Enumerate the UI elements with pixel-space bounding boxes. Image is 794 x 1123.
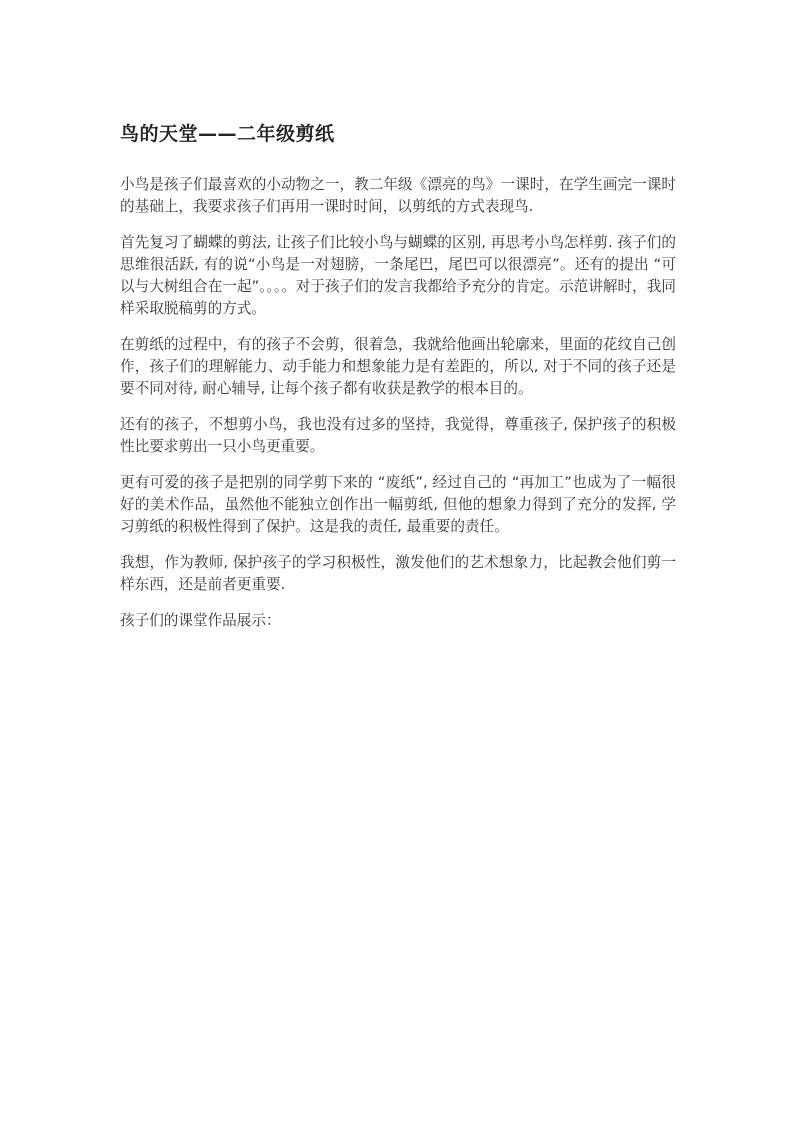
paragraph-waste-paper: 更有可爱的孩子是把别的同学剪下来的 “废纸”, 经过自己的 “再加工”也成为了一幅很好的美术作品，虽然他不能独立创作出一幅剪纸, 但他的想象力得到了充分的发挥, 学习剪纸的积极性得到了保护。这是我的责任, 最重要的责任。: [120, 474, 676, 535]
paragraph-showcase: 孩子们的课堂作品展示：: [120, 612, 281, 629]
paragraph-review: 首先复习了蝴蝶的剪法, 让孩子们比较小鸟与蝴蝶的区别, 再思考小鸟怎样剪. 孩子们的思维很活跃, 有的说“小鸟是一对翅膀，一条尾巴，尾巴可以很漂亮”。还有的提出 “可以与大树组合在一起”。。。。对于孩子们的发言我都给予充分的肯定。示范讲解时，我同样采取脱稿剪的方式。: [120, 234, 676, 317]
document-title: 鸟的天堂——二年级剪纸: [120, 123, 335, 145]
paragraph-reflection: 我想，作为教师, 保护孩子的学习积极性，激发他们的艺术想象力，比起教会他们剪一样东西，还是前者更重要.: [120, 554, 676, 593]
paragraph-respect: 还有的孩子，不想剪小鸟，我也没有过多的坚持，我觉得，尊重孩子, 保护孩子的积极性比要求剪出一只小鸟更重要。: [120, 416, 676, 455]
document-page: [120, 118, 676, 646]
paragraph-process: 在剪纸的过程中，有的孩子不会剪，很着急，我就给他画出轮廓来，里面的花纹自己创作，孩子们的理解能力、动手能力和想象能力是有差距的，所以, 对于不同的孩子还是要不同对待, 耐心辅导, 让每个孩子都有收获是教学的根本目的。: [120, 336, 676, 397]
paragraph-intro: 小鸟是孩子们最喜欢的小动物之一，教二年级《漂亮的鸟》一课时，在学生画完一课时的基础上，我要求孩子们再用一课时时间，以剪纸的方式表现鸟.: [120, 176, 676, 215]
